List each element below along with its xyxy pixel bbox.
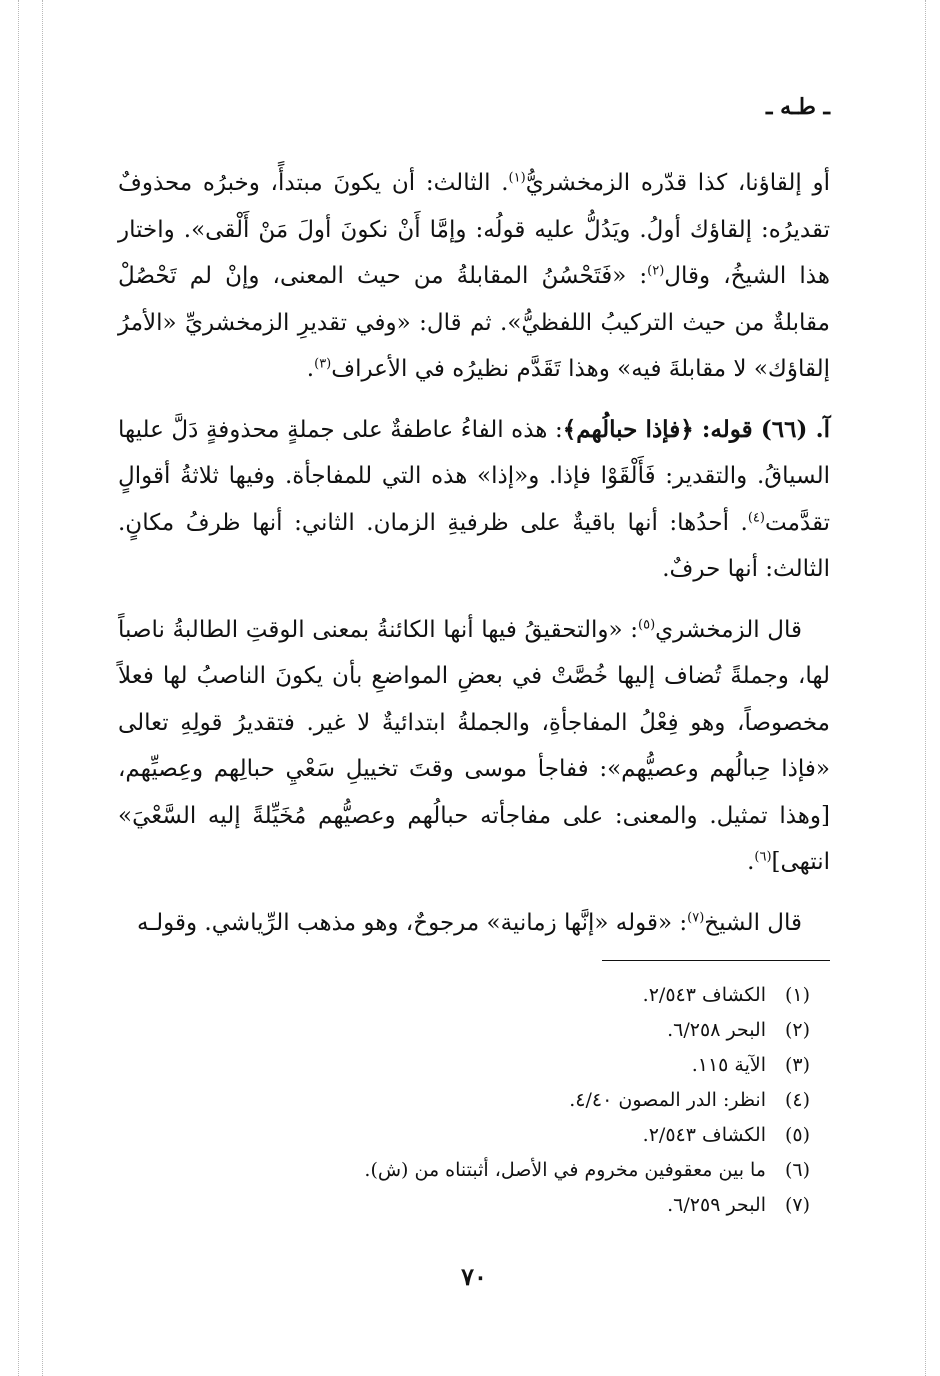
paragraph-text: أو إلقاؤنا، كذا قدّره الزمخشريُّ <box>525 170 830 196</box>
footnote-number: (٦) <box>784 1159 810 1181</box>
paragraph-text: . <box>306 356 315 382</box>
footnote-number: (٥) <box>784 1124 810 1146</box>
body-text <box>118 160 830 946</box>
footnote-number: (٤) <box>784 1089 810 1111</box>
footnote-text: البحر ٦/٢٥٨. <box>667 1019 766 1041</box>
paragraph-text: . الثالث: أن يكونَ مبتدأً، وخبرُه محذوفٌ تقديرُه: إلقاؤك أولُ. ويَدُلُّ عليه قولُه: وإمَّا أَنْ نكونَ أولَ مَنْ أَلْقى». واختار هذا الشيخُ، وقال <box>118 170 830 289</box>
footnote-reference[interactable]: (٧) <box>687 909 705 925</box>
footnote-reference[interactable]: (٢) <box>647 263 665 279</box>
footnote-item <box>120 978 810 1013</box>
running-head: ـ طـه ـ <box>766 94 830 120</box>
footnote-text: الكشاف ٢/٥٤٣. <box>642 1124 766 1146</box>
paragraph-text: : هذه الفاءُ عاطفةٌ على جملةٍ محذوفةٍ دَلَّ عليها السياقُ. والتقدير: فَأَلْقَوْا فإذا. و«إذا» هذه التي للمفاجأة. وفيها ثلاثةُ أقوالٍ تقدَّمت <box>118 416 830 536</box>
paragraph-text: : «فَتَحْسُنُ المقابلةُ من حيث المعنى، وإنْ لم تَحْصُلْ مقابلةٌ من حيث التركيبُ اللفظيُّ». ثم قال: «وفي تقديرِ الزمخشريِّ «الأمرُ إلقاؤك» لا مقابلةَ فيه» وهذا تَقَدَّم نظيرُه في الأعراف <box>118 263 830 382</box>
paragraph <box>118 160 830 393</box>
paragraph-text: : «قوله «إنَّها زمانية» مرجوحٌ، وهو مذهب الرِّياشي. وقولـه <box>137 909 688 936</box>
footnote-text: الكشاف ٢/٥٤٣. <box>642 984 766 1006</box>
footnote-item <box>120 1083 810 1118</box>
footnote-item <box>120 1153 810 1188</box>
paragraph <box>118 607 830 886</box>
footnote-item <box>120 1118 810 1153</box>
scan-edge-left-inner <box>42 0 43 1376</box>
footnote-text: انظر: الدر المصون ٤/٤٠. <box>569 1089 766 1111</box>
footnote-reference[interactable]: (٣) <box>314 356 332 372</box>
footnotes-list <box>120 978 810 1223</box>
footnote-text: ما بين معقوفين مخروم في الأصل، أثبتناه من (ش). <box>364 1159 766 1181</box>
footnote-text: البحر ٦/٢٥٩. <box>667 1194 766 1216</box>
paragraph-text: . <box>747 849 755 875</box>
footnote-item <box>120 1048 810 1083</box>
footnote-item <box>120 1188 810 1223</box>
paragraph-text: قال الشيخ <box>704 909 802 936</box>
footnote-separator <box>602 960 830 961</box>
footnote-reference[interactable]: (٥) <box>638 616 656 632</box>
footnote-reference[interactable]: (٤) <box>747 509 765 525</box>
footnote-number: (٣) <box>784 1054 810 1076</box>
footnote-reference[interactable]: (٦) <box>754 849 772 865</box>
verse-heading: آ. (٦٦) قوله: ﴿فإذا حبالُهم﴾ <box>562 415 830 443</box>
footnote-number: (٢) <box>784 1019 810 1041</box>
footnote-text: الآية ١١٥. <box>691 1054 766 1076</box>
paragraph <box>118 900 830 947</box>
footnote-item <box>120 1013 810 1048</box>
paragraph-text: قال الزمخشري <box>655 616 802 643</box>
footnote-number: (١) <box>784 984 810 1006</box>
footnote-number: (٧) <box>784 1194 810 1216</box>
paragraph-text: : «والتحقيقُ فيها أنها الكائنةُ بمعنى الوقتِ الطالبةُ ناصباً لها، وجملةً تُضاف إليها خُصَّتْ في بعضِ المواضعِ بأن يكونَ الناصبُ لها فعلاً مخصوصاً، وهو فِعْلُ المفاجأةِ، والجملةُ ابتدائيةٌ لا غير. فتقديرُ قولِهِ تعالى «فإذا حِبالُهم وعصيُّهم»: ففاجأ موسى وقتَ تخييلِ سَعْيِ حبالِهم وعِصيِّهم، [وهذا تمثيل. والمعنى: على مفاجأته حبالُهم وعصيُّهم مُخَيِّلةً إليه السَّعْيَ» انتهى] <box>118 616 830 875</box>
paragraph-text: . أحدُها: أنها باقيةٌ على ظرفيةِ الزمان. الثاني: أنها ظرفُ مكانٍ. الثالث: أنها حرفٌ. <box>118 509 830 582</box>
scan-edge-right <box>925 0 926 1376</box>
page-number: ٧٠ <box>461 1262 487 1291</box>
scan-edge-left <box>18 0 19 1376</box>
paragraph <box>118 407 830 593</box>
footnote-reference[interactable]: (١) <box>508 170 526 186</box>
